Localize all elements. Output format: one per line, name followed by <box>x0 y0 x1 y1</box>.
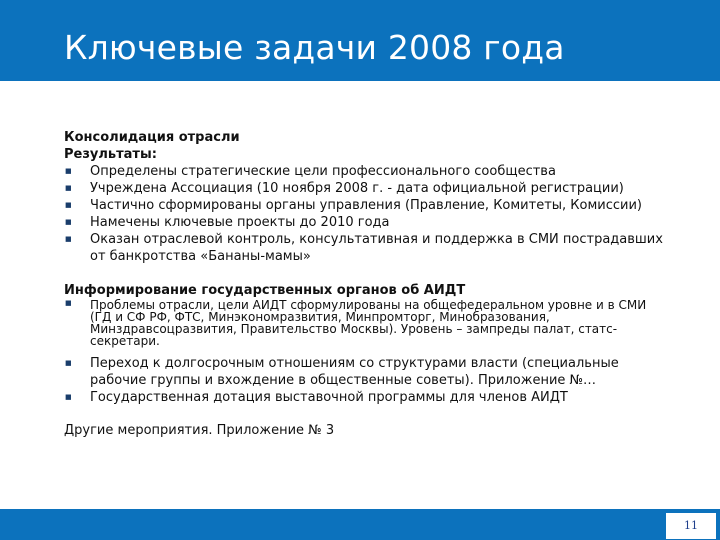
bullet-square-icon: ■ <box>65 299 72 307</box>
list-item: ■ Проблемы отрасли, цели АИДТ сформулированы на общефедеральном уровне и в СМИ (ГД и СФ РФ, ФТС, Минэкономразвития, Минпромторг, Минобразования, Минздравсоцразвития, Правительство Москвы). Уровень – зампреды палат, статс-секретари. <box>65 298 647 348</box>
section-heading-government: Информирование государственных органов об АИДТ <box>64 283 466 298</box>
slide-content <box>64 129 664 439</box>
bullet-square-icon: ■ <box>65 167 72 175</box>
government-list <box>64 299 664 406</box>
list-item: ■ Оказан отраслевой контроль, консультативная и поддержка в СМИ пострадавших от банкротства «Бананы-мамы» <box>65 232 663 264</box>
bullet-square-icon: ■ <box>65 235 72 243</box>
list-item: ■ Намечены ключевые проекты до 2010 года <box>65 215 390 230</box>
list-item: ■ Государственная дотация выставочной программы для членов АИДТ <box>65 390 568 405</box>
results-list <box>64 163 664 265</box>
results-label: Результаты: <box>64 147 157 162</box>
bullet-square-icon: ■ <box>65 218 72 226</box>
bullet-square-icon: ■ <box>65 393 72 401</box>
footer-bar <box>0 509 720 540</box>
title-bar <box>0 0 720 81</box>
bullet-square-icon: ■ <box>65 201 72 209</box>
list-item: ■ Определены стратегические цели профессионального сообщества <box>65 164 556 179</box>
list-item: ■ Учреждена Ассоциация (10 ноября 2008 г. - дата официальной регистрации) <box>65 181 624 196</box>
section-heading-consolidation: Консолидация отрасли <box>64 130 240 145</box>
list-item: ■ Частично сформированы органы управления (Правление, Комитеты, Комиссии) <box>65 198 643 213</box>
other-activities: Другие мероприятия. Приложение № 3 <box>64 423 335 438</box>
bullet-square-icon: ■ <box>65 184 72 192</box>
slide-title: Ключевые задачи 2008 года <box>64 28 565 67</box>
page-number: 11 <box>666 513 716 539</box>
list-item: ■ Переход к долгосрочным отношениям со структурами власти (специальные рабочие группы и вхождение в общественные советы). Приложение №… <box>65 356 619 388</box>
bullet-square-icon: ■ <box>65 359 72 367</box>
